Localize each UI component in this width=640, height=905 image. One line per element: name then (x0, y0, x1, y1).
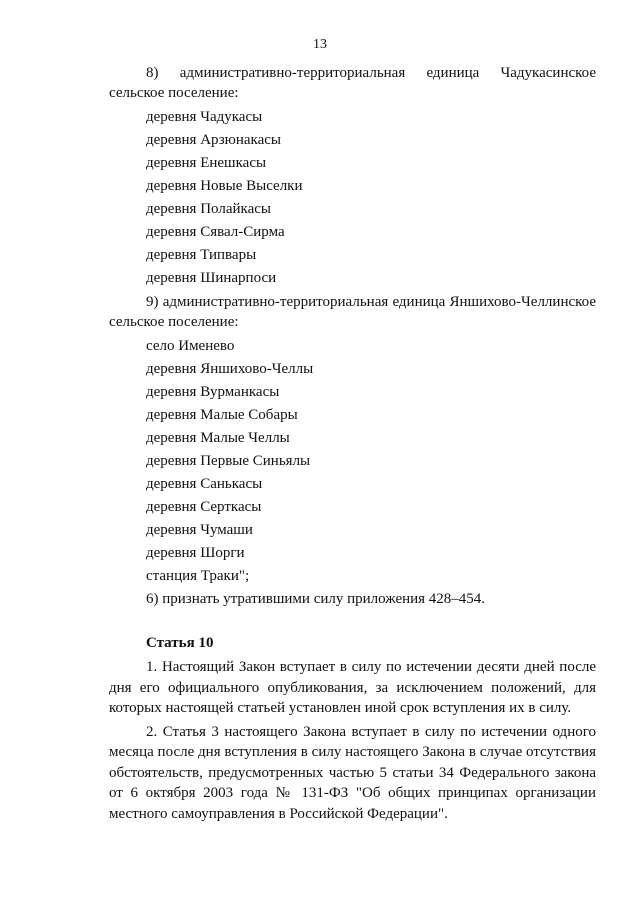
list-item: деревня Шорги (146, 545, 245, 561)
list-item: деревня Вурманкасы (146, 384, 280, 400)
list-item: деревня Чадукасы (146, 109, 263, 125)
list-item: деревня Яншихово-Челлы (146, 361, 314, 377)
document-body (109, 63, 596, 827)
list-item: деревня Новые Выселки (146, 178, 303, 194)
section-8-heading: 8) административно-территориальная единица Чадукасинское сельское поселение: (109, 65, 596, 101)
list-item: деревня Енешкасы (146, 155, 267, 171)
list-item: деревня Полайкасы (146, 201, 271, 217)
section-9-list (109, 335, 596, 588)
item-6: 6) признать утратившими силу приложения 428–454. (146, 591, 486, 607)
article-10-heading: Статья 10 (146, 635, 214, 651)
list-item: деревня Санькасы (146, 476, 263, 492)
list-item: деревня Малые Собары (146, 407, 298, 423)
section-9-heading: 9) административно-территориальная единица Яншихово-Челлинское сельское поселение: (109, 294, 596, 330)
section-8-list (109, 106, 596, 290)
article-10-paragraph-2: 2. Статья 3 настоящего Закона вступает в силу по истечении одного месяца после дня вступления в силу настоящего Закона в случае отсутствия обстоятельств, предусмотренных частью 5 статьи 34 Федерального закона от 6 октября 2003 года № 131-ФЗ "Об общих принципах организации местного самоуправления в Российской Федерации". (109, 723, 596, 822)
list-item: станция Траки"; (146, 568, 250, 584)
list-item: деревня Типвары (146, 247, 257, 263)
list-item: деревня Сявал-Сирма (146, 224, 285, 240)
list-item: деревня Шинарпоси (146, 270, 277, 286)
list-item: деревня Арзюнакасы (146, 132, 281, 148)
list-item: деревня Чумаши (146, 522, 253, 538)
list-item: деревня Серткасы (146, 499, 262, 515)
list-item: село Именево (146, 338, 235, 354)
page-number: 13 (313, 37, 327, 52)
article-10-paragraph-1: 1. Настоящий Закон вступает в силу по истечении десяти дней после дня его официального опубликования, за исключением положений, для которых настоящей статьей установлен иной срок вступления их в силу. (109, 659, 596, 716)
list-item: деревня Первые Синьялы (146, 453, 311, 469)
list-item: деревня Малые Челлы (146, 430, 290, 446)
